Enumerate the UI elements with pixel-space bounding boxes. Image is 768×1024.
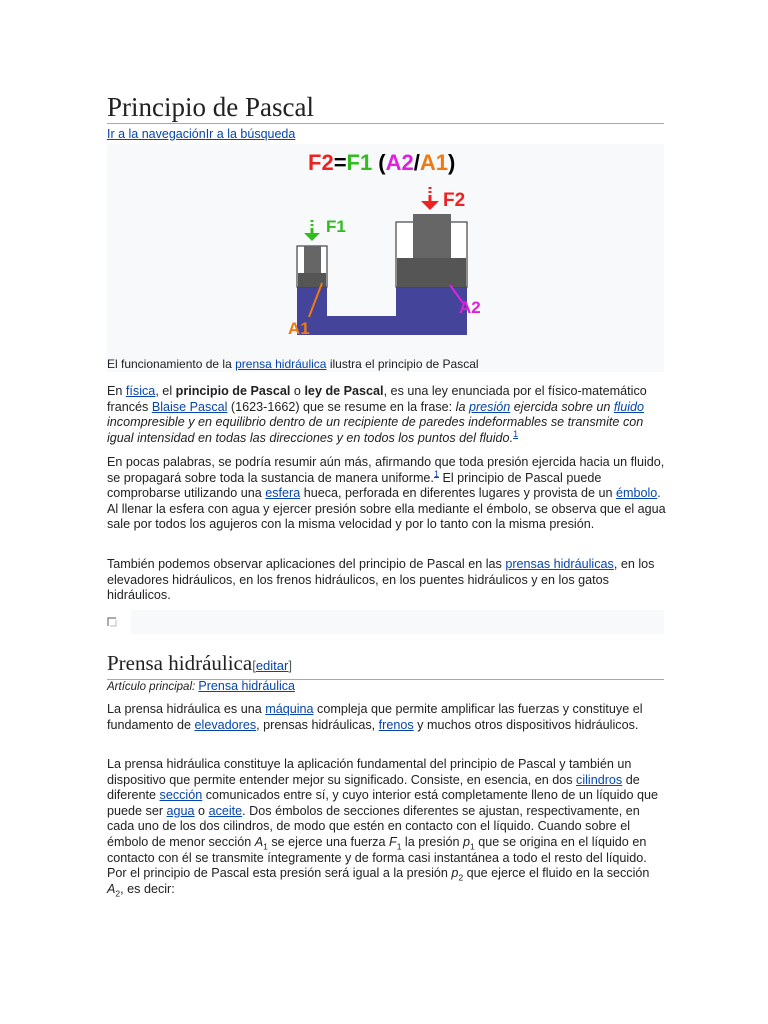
large-piston-rod <box>413 214 451 258</box>
fluid <box>297 287 467 335</box>
jump-to-navigation-link[interactable]: Ir a la navegación <box>107 127 206 141</box>
label-a2: A2 <box>459 298 481 317</box>
pascal-figure <box>107 144 664 372</box>
paragraph-4: La prensa hidráulica es una máquina compleja que permite amplificar las fuerzas y constituye el fundamento de elevadores, prensas hidráulicas, frenos y muchos otros dispositivos hidráulicos. <box>107 702 643 732</box>
formula-a1: A1 <box>419 150 448 175</box>
jump-links <box>107 127 295 142</box>
formula-open: ( <box>378 150 386 175</box>
f1-arrow-icon <box>304 220 320 241</box>
formula-a2: A2 <box>385 150 414 175</box>
paragraph-3: También podemos observar aplicaciones del principio de Pascal en las prensas hidráulicas, en los elevadores hidráulicos, en los frenos hidráulicos, en los puentes hidráulicos y en los gatos hidráulicos. <box>107 557 655 603</box>
intro-paragraph: En física, el principio de Pascal o ley de Pascal, es una ley enunciada por el físico-matemático francés Blaise Pascal (1623-1662) que se resume en la frase: la presión ejercida sobre un fluido incompresible y en equilibrio dentro de un recipiente de paredes indeformables se transmite con igual intensidad en todas las direcciones y en todos los puntos del fluido.$^1$ <box>107 384 647 445</box>
paragraph-5: La prensa hidráulica constituye la aplicación fundamental del principio de Pascal y también un dispositivo que permite entender mejor su significado. Consiste, en esencia, en dos cilindros de diferente sección comunicados entre sí, y cuyo interior está completamente lleno de un líquido que puede ser agua o aceite. Dos émbolos de secciones diferentes se ajustan, respectivamente, en cada uno de los dos cilindros, de modo que estén en contacto con el líquido. Cuando sobre el émbolo de menor sección $A_1$ se ejerce una fuerza $F_1$ la presión $p_1$ que se origina en el líquido en contacto con él se transmite íntegramente y de forma casi instantánea a todo el resto del líquido. Por el principio de Pascal esta presión será igual a la presión $p_2$ que ejerce el fluido en la sección $A_2$, es decir: <box>107 757 658 899</box>
link-aceite[interactable]: aceite <box>208 803 243 818</box>
edit-section: [editar] <box>252 658 292 673</box>
broken-image-icon <box>107 617 117 627</box>
jump-to-search-link[interactable]: Ir a la búsqueda <box>205 127 296 141</box>
link-agua[interactable]: agua <box>166 803 195 818</box>
small-piston-rod <box>304 246 321 273</box>
formula <box>308 150 455 175</box>
section-heading-prensa-hidraulica: Prensa hidráulica[editar] <box>107 651 664 680</box>
link-elevadores[interactable]: elevadores <box>194 717 257 732</box>
link-cilindros[interactable]: cilindros <box>576 772 623 787</box>
link-seccion[interactable]: sección <box>159 788 203 803</box>
caption-link-prensa-hidraulica[interactable]: prensa hidráulica <box>235 357 327 371</box>
image-placeholder <box>131 610 664 634</box>
formula-close: ) <box>447 150 456 175</box>
f2-arrow-icon <box>421 187 439 210</box>
link-fisica[interactable]: física <box>125 384 156 398</box>
label-a1: A1 <box>288 319 310 338</box>
label-f2: F2 <box>443 190 466 211</box>
label-f1: F1 <box>326 217 346 236</box>
link-blaise-pascal[interactable]: Blaise Pascal <box>151 399 228 414</box>
main-article-note: Artículo principal: Prensa hidráulica <box>107 679 296 693</box>
formula-f1: F1 <box>346 150 373 175</box>
figure-caption: El funcionamiento de la prensa hidráulica ilustra el principio de Pascal <box>107 357 479 371</box>
link-maquina[interactable]: máquina <box>265 702 314 716</box>
broken-image-row <box>107 610 664 634</box>
link-fluido[interactable]: fluido <box>613 399 644 414</box>
ref-1[interactable]: 1 <box>513 428 519 439</box>
paragraph-2: En pocas palabras, se podría resumir aún más, afirmando que toda presión ejercida hacia un fluido, se propagará sobre toda la sustancia de manera uniforme.$^1$ El principio de Pascal puede comprobarse utilizando una esfera hueca, perforada en diferentes lugares y provista de un émbolo. Al llenar la esfera con agua y ejercer presión sobre ella mediante el émbolo, se observa que el agua sale por todos los agujeros con la misma velocidad y por lo tanto con la misma presión. <box>107 455 666 532</box>
link-esfera[interactable]: esfera <box>265 486 301 501</box>
link-presion[interactable]: presión <box>468 399 511 414</box>
large-piston-head <box>397 258 466 287</box>
ref-1-b[interactable]: 1 <box>433 468 439 479</box>
link-frenos[interactable]: frenos <box>378 717 414 732</box>
link-embolo[interactable]: émbolo <box>615 486 658 501</box>
edit-section-link[interactable]: editar <box>255 658 289 673</box>
formula-slash: / <box>413 150 420 175</box>
link-prensas-hidraulicas[interactable]: prensas hidráulicas <box>505 557 614 571</box>
page-title: Principio de Pascal <box>107 92 664 124</box>
hydraulic-press-diagram <box>107 144 664 354</box>
main-article-link[interactable]: Prensa hidráulica <box>198 679 296 693</box>
formula-f2: F2 <box>308 150 334 175</box>
formula-eq: = <box>333 150 347 175</box>
